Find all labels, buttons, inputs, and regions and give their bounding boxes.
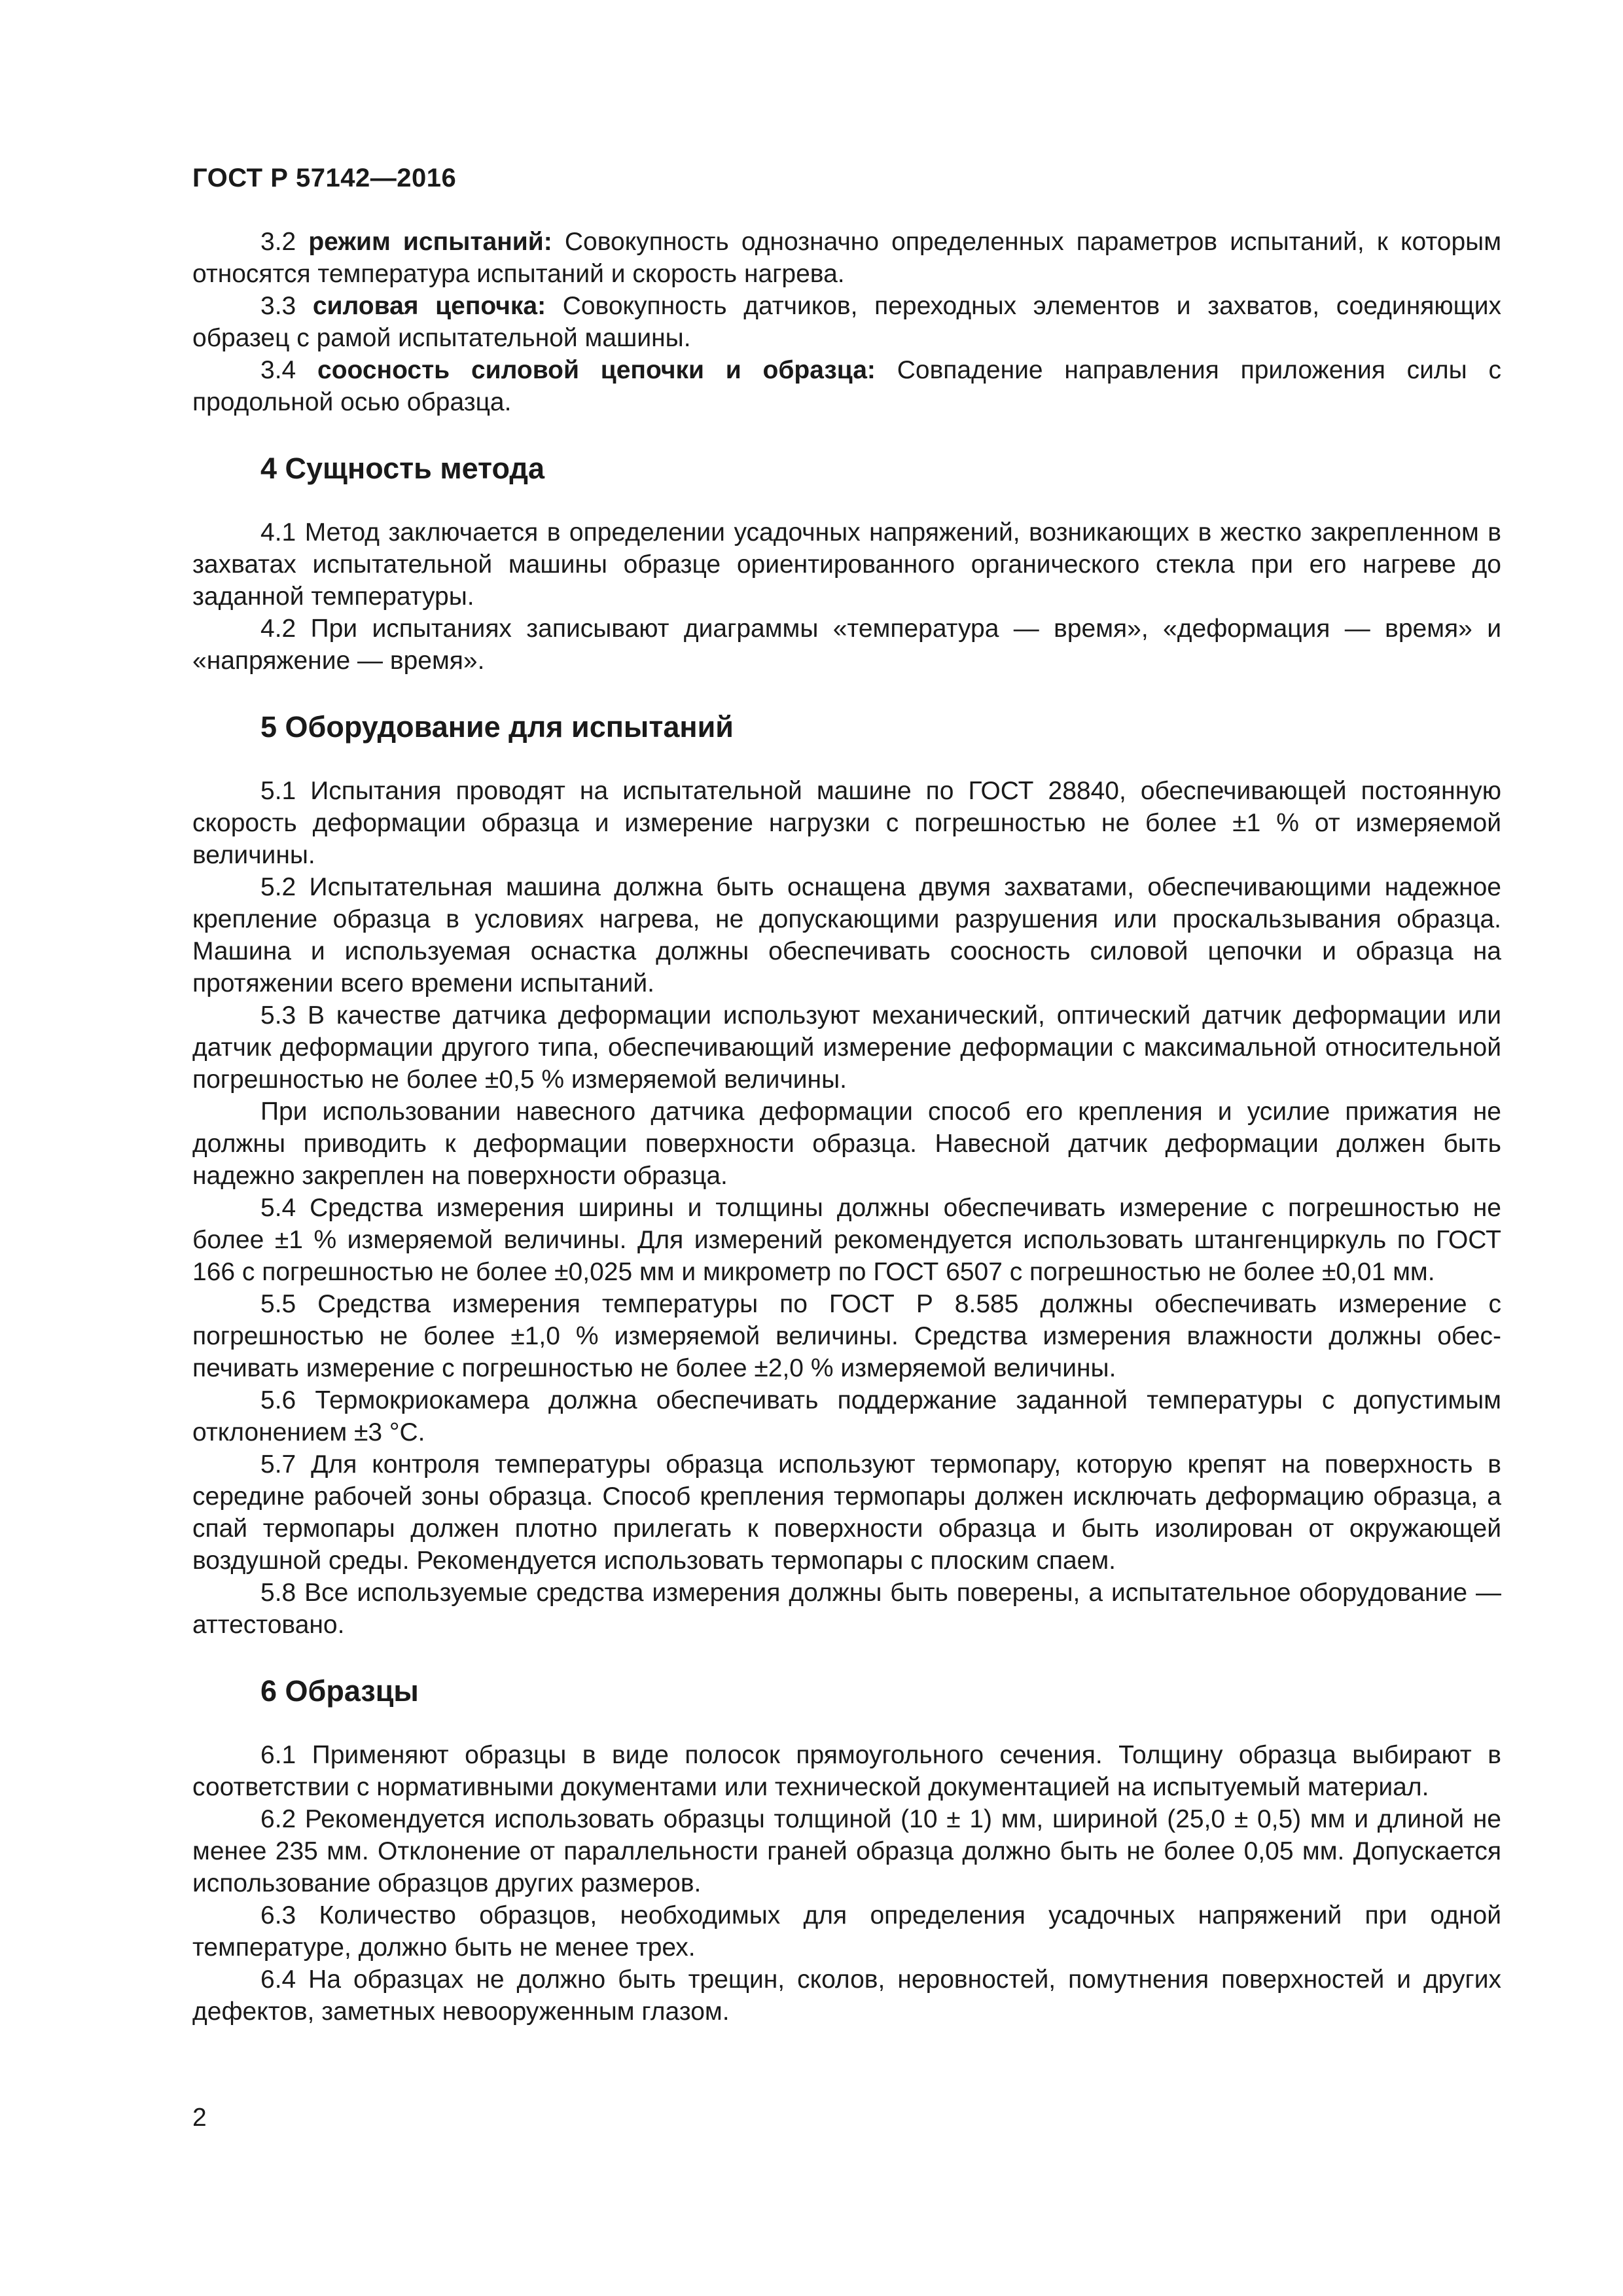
paragraph-5-8: 5.8 Все используемые средства измерения должны быть поверены, а испытательное оборудование — аттестовано. <box>192 1579 1501 1639</box>
term-number: 3.2 <box>260 228 296 256</box>
term-3-2 <box>192 226 1501 290</box>
document-page <box>192 0 1501 2296</box>
paragraph-5-3: 5.3 В качестве датчика деформации используют механический, оптический датчик деформации или датчик деформации другого типа, обеспечивающий измерение деформации с максимальной относительной погрешностью не более ±0,5 % измеряемой величины. <box>192 1001 1501 1094</box>
document-id-header: ГОСТ Р 57142—2016 <box>192 164 457 192</box>
paragraph-6-4: 6.4 На образцах не должно быть трещин, сколов, неровностей, помутнения поверхностей и других дефектов, заметных невооруженным глазом. <box>192 1965 1501 2026</box>
term-3-3 <box>192 290 1501 354</box>
term-name: силовая цепочка: <box>312 292 546 320</box>
term-number: 3.4 <box>260 356 296 384</box>
paragraph-5-2: 5.2 Испытательная машина должна быть оснащена двумя захватами, обеспечивающими надежное крепление образца в условиях нагрева, не допускающими разрушения или проскальзывания образца. Машина и используемая оснастка должны обеспечивать соосность силовой цепочки и образца на протяжении всего времени испытаний. <box>192 873 1501 997</box>
paragraph-6-2: 6.2 Рекомендуется использовать образцы толщиной (10 ± 1) мм, шириной (25,0 ± 0,5) мм и длиной не менее 235 мм. Отклонение от параллельности граней образца должно быть не более 0,05 мм. Допускается использование образцов других размеров. <box>192 1805 1501 1897</box>
paragraph-5-3-extra: При использовании навесного датчика деформации способ его крепления и усилие прижатия не должны приводить к деформации поверхности образца. Навесной датчик деформации должен быть надежно закреплен на поверхности образца. <box>192 1098 1501 1190</box>
paragraph-6-3: 6.3 Количество образцов, необходимых для определения усадочных напряжений при одной температуре, должно быть не менее трех. <box>192 1901 1501 1962</box>
paragraph-5-5: 5.5 Средства измерения температуры по ГОСТ Р 8.585 должны обеспечивать измерение с погрешностью не более ±1,0 % измеряемой величины. Средства измерения влажности должны обеспечивать измерение с погрешностью не более ±2,0 % измеряемой величины. <box>192 1290 1501 1382</box>
section-5-heading: 5 Оборудование для испытаний <box>260 710 734 744</box>
paragraph-5-4: 5.4 Средства измерения ширины и толщины должны обеспечивать измерение с погрешностью не более ±1 % измеряемой величины. Для измерений рекомендуется использовать штангенциркуль по ГОСТ 166 с погрешностью не более ±0,025 мм и микрометр по ГОСТ 6507 с погрешностью не более ±0,01 мм. <box>192 1194 1501 1286</box>
paragraph-4-2: 4.2 При испытаниях записывают диаграммы «температура — время», «деформация — время» и «напряжение — время». <box>192 615 1501 675</box>
term-3-4 <box>192 354 1501 418</box>
paragraph-5-6: 5.6 Термокриокамера должна обеспечивать поддержание заданной температуры с допустимым отклонением ±3 °С. <box>192 1386 1501 1446</box>
paragraph-5-7: 5.7 Для контроля температуры образца используют термопару, которую крепят на поверхность в середине рабочей зоны образца. Способ крепления термопары должен исключать деформацию образца, а спай термопары должен плотно прилегать к поверхности образца и быть изолирован от окружающей воздушной среды. Рекомендуется использовать термопары с плоским спаем. <box>192 1450 1501 1575</box>
page-number: 2 <box>192 2104 207 2132</box>
term-name: соосность силовой цепочки и образца: <box>317 356 876 384</box>
term-number: 3.3 <box>260 292 296 320</box>
paragraph-4-1: 4.1 Метод заключается в определении усадочных напряжений, возникающих в жестко закрепленном в захватах испытательной машины образце ориентированного органического стекла при его нагреве до заданной температуры. <box>192 518 1501 611</box>
term-name: режим испытаний: <box>308 228 552 256</box>
paragraph-5-1: 5.1 Испытания проводят на испытательной машине по ГОСТ 28840, обеспечивающей постоянную скорость деформации образца и измерение нагрузки с погрешностью не более ±1 % от измеряемой величины. <box>192 777 1501 869</box>
term-definition: Совпадение направления приложения силы с продольной осью образца. <box>192 356 1502 416</box>
document-body <box>192 226 1501 2028</box>
section-4-heading: 4 Сущность метода <box>260 452 544 485</box>
term-definition: Совокупность датчиков, переходных элементов и захватов, соединяющих образец с рамой испытательной машины. <box>192 292 1501 352</box>
term-definition: Совокупность однозначно определенных параметров испытаний, к которым относятся температура испытаний и скорость нагрева. <box>192 228 1502 288</box>
paragraph-6-1: 6.1 Применяют образцы в виде полосок прямоугольного сечения. Толщину образца выбирают в соответствии с нормативными документами или технической документацией на испытуемый материал. <box>192 1741 1501 1801</box>
section-6-heading: 6 Образцы <box>260 1674 419 1708</box>
